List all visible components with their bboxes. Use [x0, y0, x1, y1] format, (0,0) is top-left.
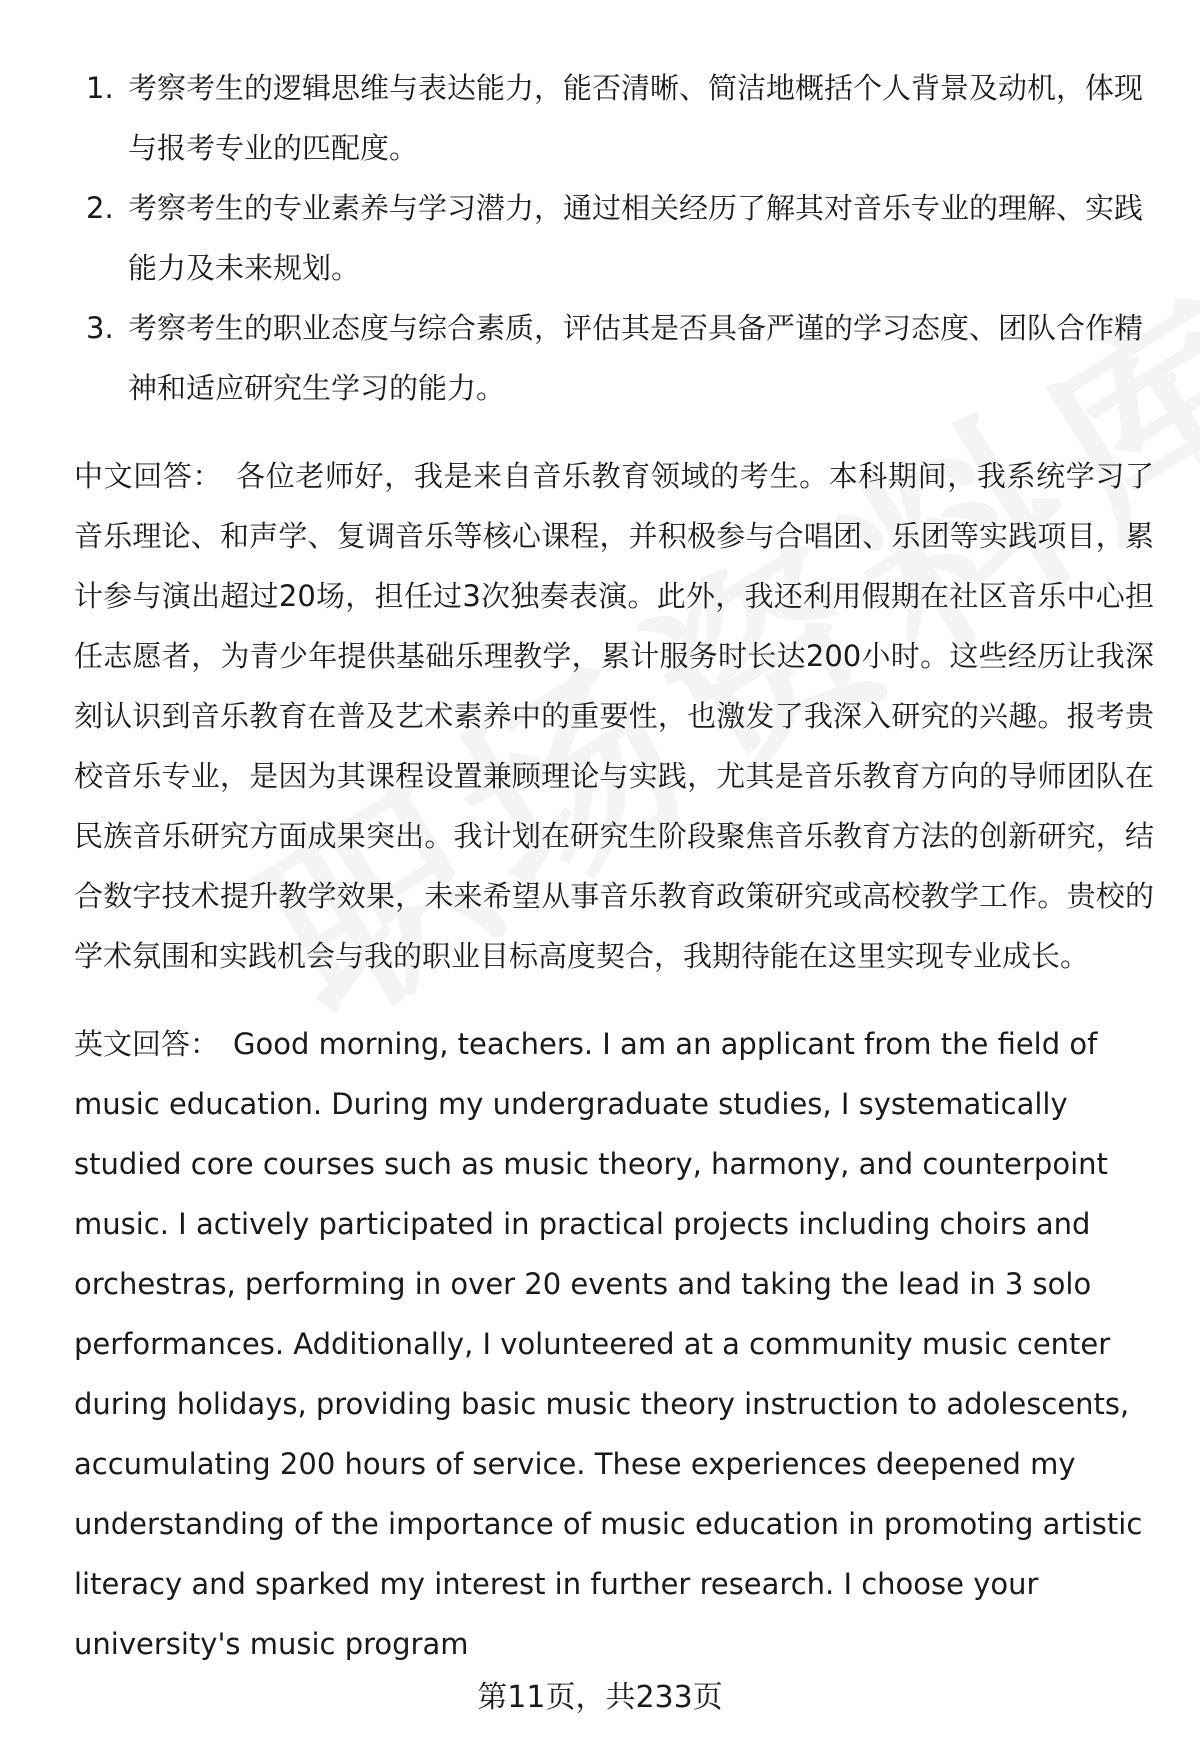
- list-item-number: 1.: [86, 71, 114, 105]
- chinese-answer-text: 各位老师好，我是来自音乐教育领域的考生。本科期间，我系统学习了音乐理论、和声学、复调音乐等核心课程，并积极参与合唱团、乐团等实践项目，累计参与演出超过20场，担任过3次独奏表演。此外，我还利用假期在社区音乐中心担任志愿者，为青少年提供基础乐理教学，累计服务时长达200小时。这些经历让我深刻认识到音乐教育在普及艺术素养中的重要性，也激发了我深入研究的兴趣。报考贵校音乐专业，是因为其课程设置兼顾理论与实践，尤其是音乐教育方向的导师团队在民族音乐研究方面成果突出。我计划在研究生阶段聚焦音乐教育方法的创新研究，结合数字技术提升教学效果，未来希望从事音乐教育政策研究或高校教学工作。贵校的学术氛围和实践机会与我的职业目标高度契合，我期待能在这里实现专业成长。: [74, 459, 1154, 973]
- list-item-text: 考察考生的职业态度与综合素质，评估其是否具备严谨的学习态度、团队合作精神和适应研究生学习的能力。: [128, 311, 1144, 405]
- list-item-text: 考察考生的专业素养与学习潜力，通过相关经历了解其对音乐专业的理解、实践能力及未来规划。: [128, 191, 1144, 285]
- list-item-text: 考察考生的逻辑思维与表达能力，能否清晰、简洁地概括个人背景及动机，体现与报考专业的匹配度。: [128, 71, 1144, 165]
- list-item: [74, 178, 1154, 298]
- chinese-answer-paragraph: [74, 446, 1154, 986]
- english-answer-text: Good morning, teachers. I am an applicant from the field of music education. During my undergraduate studies, I systematically studied core courses such as music theory, harmony, and counterpoint music. I actively participated in practical projects including choirs and orchestras, performing in over 20 events and taking the lead in 3 solo performances. Additionally, I volunteered at a community music center during holidays, providing basic music theory instruction to adolescents, accumulating 200 hours of service. These experiences deepened my understanding of the importance of music education in promoting artistic literacy and sparked my interest in further research. I choose your university's music program: [74, 1027, 1143, 1661]
- chinese-answer-label: 中文回答：: [74, 459, 223, 493]
- list-item-number: 2.: [86, 191, 114, 225]
- evaluation-criteria-list: [74, 58, 1154, 418]
- list-item: [74, 58, 1154, 178]
- page-content: [74, 58, 1154, 1674]
- page-number-footer: 第11页，共233页: [477, 1680, 723, 1715]
- english-answer-paragraph: [74, 1014, 1154, 1674]
- list-item: [74, 298, 1154, 418]
- list-item-number: 3.: [86, 311, 114, 345]
- english-answer-label: 英文回答：: [74, 1027, 220, 1061]
